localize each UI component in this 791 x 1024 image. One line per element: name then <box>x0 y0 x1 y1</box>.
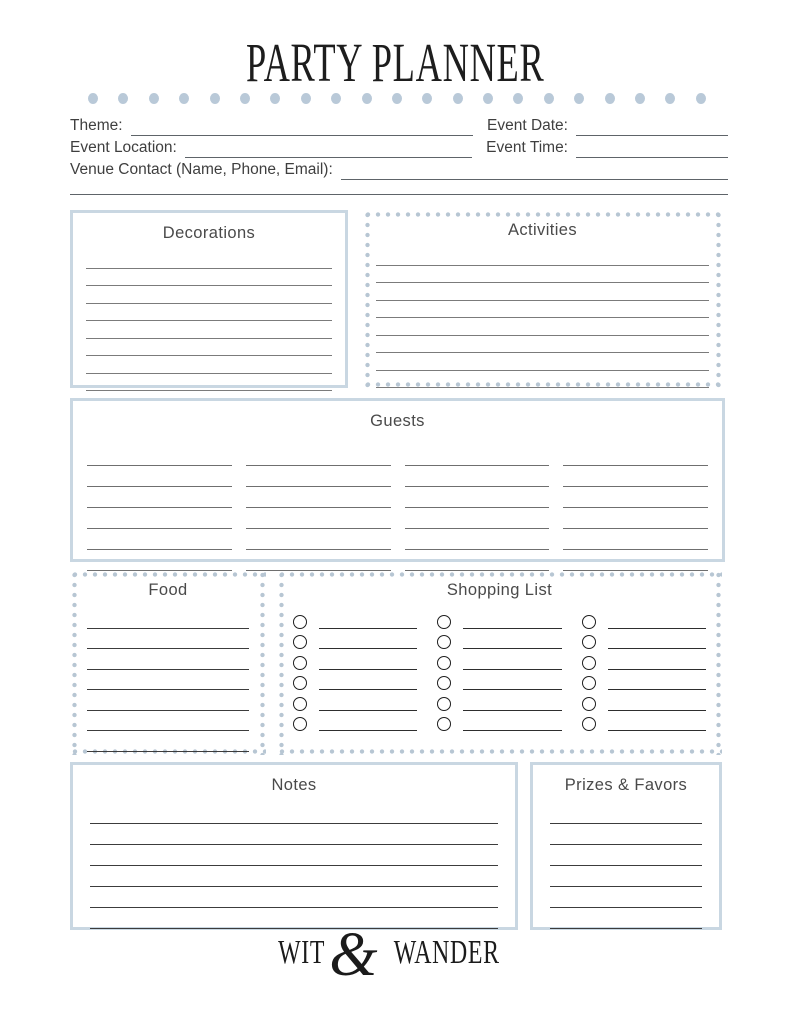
shopping-list-item <box>437 629 561 650</box>
guest-blank-line <box>405 550 550 571</box>
title-dot-divider <box>88 93 706 104</box>
activities-blank-line <box>376 353 709 371</box>
event-date-label: Event Date: <box>487 117 568 134</box>
decorations-blank-line <box>86 356 332 374</box>
guest-blank-line <box>563 529 708 550</box>
decorative-dot <box>544 93 554 104</box>
footer-brand-logo <box>0 921 791 989</box>
guest-blank-line <box>246 466 391 487</box>
decorative-dot <box>513 93 523 104</box>
shopping-blank-line <box>608 696 706 711</box>
shopping-list-grid <box>277 608 722 731</box>
food-blank-line <box>87 649 249 670</box>
checkbox-circle-icon <box>293 656 307 670</box>
food-blank-line <box>87 608 249 629</box>
checkbox-circle-icon <box>437 676 451 690</box>
event-info-fields <box>70 114 728 180</box>
decorative-dot <box>362 93 372 104</box>
shopping-list-item <box>293 608 417 629</box>
shopping-list-item <box>582 690 706 711</box>
notes-blank-line <box>90 824 498 845</box>
shopping-list-item <box>582 629 706 650</box>
decorations-blank-line <box>86 304 332 322</box>
decorations-lines <box>73 251 345 391</box>
prizes-favors-section <box>530 762 722 930</box>
header-separator-line <box>70 194 728 195</box>
decorations-blank-line <box>86 374 332 392</box>
shopping-list-item <box>437 670 561 691</box>
decorations-title: Decorations <box>162 224 256 242</box>
shopping-blank-line <box>463 614 561 629</box>
event-location-label: Event Location: <box>70 139 177 156</box>
shopping-blank-line <box>319 675 417 690</box>
decorative-dot <box>453 93 463 104</box>
prizes-blank-line <box>550 803 702 824</box>
food-section <box>70 570 266 755</box>
guest-blank-line <box>87 529 232 550</box>
notes-lines <box>73 803 515 929</box>
food-blank-line <box>87 670 249 691</box>
event-time-label: Event Time: <box>486 139 568 156</box>
checkbox-circle-icon <box>293 635 307 649</box>
shopping-blank-line <box>463 634 561 649</box>
notes-blank-line <box>90 887 498 908</box>
brand-wrap <box>268 921 523 989</box>
guest-blank-line <box>563 550 708 571</box>
shopping-blank-line <box>319 614 417 629</box>
shopping-list-item <box>582 649 706 670</box>
brand-word-left: WIT <box>278 934 326 971</box>
brand-ampersand: & <box>329 921 378 989</box>
prizes-blank-line <box>550 908 702 929</box>
decorative-dot <box>270 93 280 104</box>
shopping-list-title: Shopping List <box>446 581 553 599</box>
decorations-section <box>70 210 348 388</box>
guest-blank-line <box>563 466 708 487</box>
shopping-list-section <box>277 570 722 755</box>
venue-contact-label: Venue Contact (Name, Phone, Email): <box>70 161 333 178</box>
activities-blank-line <box>376 248 709 266</box>
decorative-dot <box>118 93 128 104</box>
checkbox-circle-icon <box>582 676 596 690</box>
decorative-dot <box>331 93 341 104</box>
shopping-blank-line <box>608 675 706 690</box>
guests-title: Guests <box>370 412 425 430</box>
page-title <box>0 34 791 93</box>
shopping-blank-line <box>608 614 706 629</box>
shopping-list-item <box>582 608 706 629</box>
food-title: Food <box>148 581 188 599</box>
prizes-blank-line <box>550 866 702 887</box>
activities-blank-line <box>376 336 709 354</box>
food-blank-line <box>87 690 249 711</box>
checkbox-circle-icon <box>582 697 596 711</box>
guest-blank-line <box>246 508 391 529</box>
shopping-list-item <box>437 608 561 629</box>
event-time-blank-line <box>576 139 728 158</box>
guest-blank-line <box>405 445 550 466</box>
guests-section <box>70 398 725 562</box>
shopping-list-item <box>437 690 561 711</box>
notes-title: Notes <box>271 776 317 794</box>
venue-contact-blank-line <box>341 161 728 180</box>
decorations-blank-line <box>86 339 332 357</box>
activities-blank-line <box>376 301 709 319</box>
shopping-blank-line <box>319 634 417 649</box>
shopping-blank-line <box>319 655 417 670</box>
checkbox-circle-icon <box>582 615 596 629</box>
decorative-dot <box>301 93 311 104</box>
shopping-list-item <box>582 711 706 732</box>
shopping-blank-line <box>608 634 706 649</box>
decorations-blank-line <box>86 321 332 339</box>
checkbox-circle-icon <box>437 635 451 649</box>
checkbox-circle-icon <box>437 717 451 731</box>
decorations-blank-line <box>86 286 332 304</box>
venue-contact-row <box>70 158 728 180</box>
brand-word-right: WANDER <box>394 934 501 971</box>
event-date-blank-line <box>576 117 728 136</box>
decorative-dot <box>605 93 615 104</box>
notes-blank-line <box>90 866 498 887</box>
decorative-dot <box>483 93 493 104</box>
guest-blank-line <box>563 487 708 508</box>
shopping-blank-line <box>463 655 561 670</box>
decorative-dot <box>422 93 432 104</box>
prizes-blank-line <box>550 824 702 845</box>
decorations-blank-line <box>86 251 332 269</box>
shopping-blank-line <box>608 655 706 670</box>
decorative-dot <box>179 93 189 104</box>
shopping-blank-line <box>608 716 706 731</box>
prizes-favors-title: Prizes & Favors <box>564 776 688 794</box>
guest-blank-line <box>563 445 708 466</box>
guest-blank-line <box>405 487 550 508</box>
activities-title: Activities <box>507 221 578 239</box>
shopping-blank-line <box>463 696 561 711</box>
guest-blank-line <box>246 487 391 508</box>
shopping-blank-line <box>319 696 417 711</box>
decorative-dot <box>635 93 645 104</box>
decorative-dot <box>665 93 675 104</box>
activities-section <box>363 210 722 388</box>
guest-blank-line <box>246 550 391 571</box>
shopping-list-item <box>293 670 417 691</box>
guest-blank-line <box>87 508 232 529</box>
notes-blank-line <box>90 845 498 866</box>
guest-blank-line <box>87 466 232 487</box>
decorative-dot <box>210 93 220 104</box>
guest-blank-line <box>405 466 550 487</box>
shopping-blank-line <box>319 716 417 731</box>
decorative-dot <box>696 93 706 104</box>
checkbox-circle-icon <box>437 656 451 670</box>
guest-blank-line <box>87 445 232 466</box>
shopping-list-item <box>293 711 417 732</box>
shopping-blank-line <box>463 675 561 690</box>
activities-lines <box>363 248 722 388</box>
decorative-dot <box>574 93 584 104</box>
shopping-list-item <box>437 711 561 732</box>
decorative-dot <box>149 93 159 104</box>
decorative-dot <box>240 93 250 104</box>
decorations-blank-line <box>86 269 332 287</box>
location-row <box>70 136 728 158</box>
checkbox-circle-icon <box>293 676 307 690</box>
activities-blank-line <box>376 283 709 301</box>
decorative-dot <box>392 93 402 104</box>
notes-blank-line <box>90 803 498 824</box>
guest-blank-line <box>87 550 232 571</box>
food-blank-line <box>87 629 249 650</box>
shopping-list-item <box>293 649 417 670</box>
theme-row <box>70 114 728 136</box>
prizes-blank-line <box>550 845 702 866</box>
food-blank-line <box>87 711 249 732</box>
activities-blank-line <box>376 318 709 336</box>
guest-blank-line <box>405 508 550 529</box>
activities-blank-line <box>376 266 709 284</box>
guest-blank-line <box>87 487 232 508</box>
theme-label: Theme: <box>70 117 123 134</box>
shopping-list-item <box>582 670 706 691</box>
checkbox-circle-icon <box>293 615 307 629</box>
notes-blank-line <box>90 908 498 929</box>
shopping-blank-line <box>463 716 561 731</box>
guest-blank-line <box>246 529 391 550</box>
theme-blank-line <box>131 117 473 136</box>
prizes-favors-lines <box>533 803 719 929</box>
checkbox-circle-icon <box>437 615 451 629</box>
shopping-list-item <box>293 629 417 650</box>
guest-blank-line <box>246 445 391 466</box>
checkbox-circle-icon <box>582 635 596 649</box>
notes-section <box>70 762 518 930</box>
decorative-dot <box>88 93 98 104</box>
guest-blank-line <box>405 529 550 550</box>
guest-blank-line <box>563 508 708 529</box>
shopping-list-item <box>437 649 561 670</box>
food-lines <box>70 608 266 752</box>
checkbox-circle-icon <box>293 697 307 711</box>
prizes-blank-line <box>550 887 702 908</box>
checkbox-circle-icon <box>293 717 307 731</box>
checkbox-circle-icon <box>582 717 596 731</box>
activities-blank-line <box>376 371 709 389</box>
checkbox-circle-icon <box>582 656 596 670</box>
checkbox-circle-icon <box>437 697 451 711</box>
food-blank-line <box>87 731 249 752</box>
guests-lines-grid <box>73 445 722 571</box>
page-title-text: PARTY PLANNER <box>246 33 545 94</box>
shopping-list-item <box>293 690 417 711</box>
event-location-blank-line <box>185 139 472 158</box>
